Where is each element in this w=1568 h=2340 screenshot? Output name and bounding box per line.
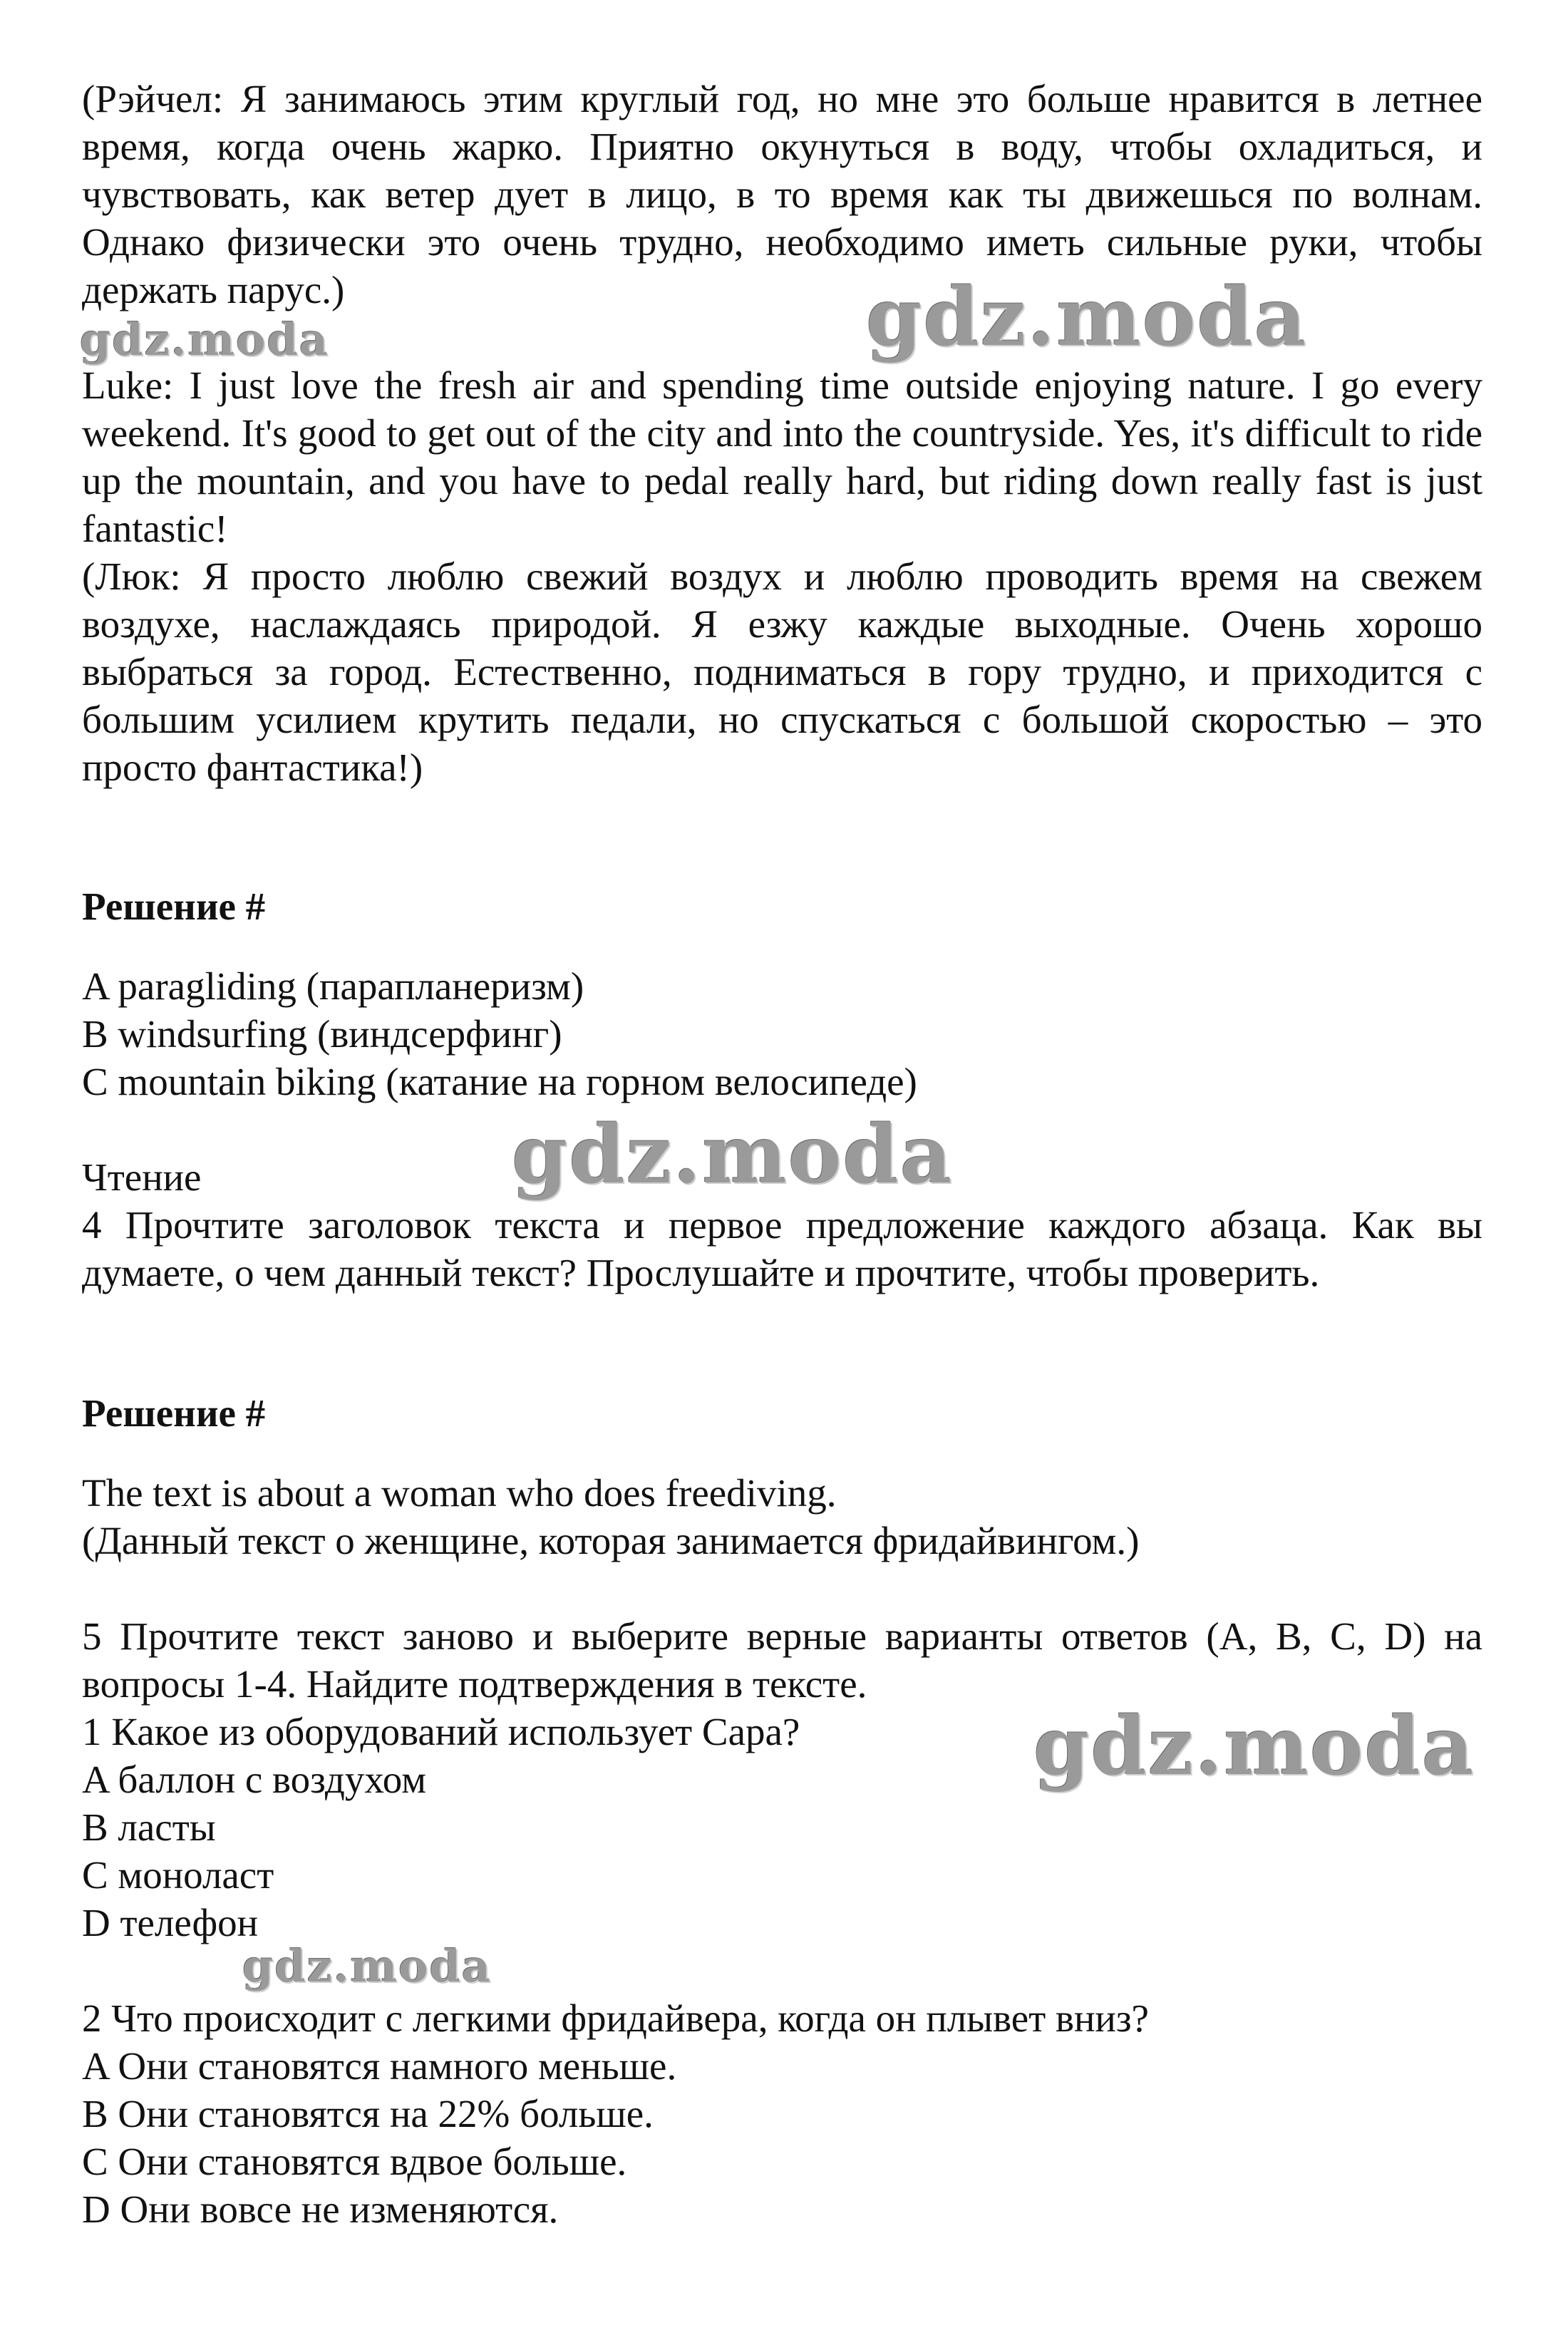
option-line: C Они становятся вдвое больше. (82, 2140, 627, 2183)
answer-line: A paragliding (парапланеризм) (82, 964, 584, 1008)
luke-english: Luke: I just love the fresh air and spending time outside enjoying nature. I go every weekend. It's good to get out of the city and into the countryside. Yes, it's difficult to ride up the mountain, and you have to pedal really hard, but riding down really fast is just fantastic! (82, 364, 1482, 550)
rachel-translation: (Рэйчел: Я занимаюсь этим круглый год, но мне это больше нравится в летнее время, когда очень жарко. Приятно окунуться в воду, чтобы охладиться, и чувствовать, как ветер дует в лицо, в то время как ты движешься по волнам. Однако физически это очень трудно, необходимо иметь сильные руки, чтобы держать парус.) (82, 77, 1482, 311)
luke-translation: (Люк: Я просто люблю свежий воздух и люблю проводить время на свежем воздухе, наслаждаясь природой. Я езжу каждые выходные. Очень хорошо выбраться за город. Естественно, подниматься в гору трудно, и приходится с большим усилием крутить педали, но спускаться с большой скоростью – это просто фантастика!) (82, 555, 1482, 789)
answer-line: C mountain biking (катание на горном велосипеде) (82, 1060, 917, 1103)
solution-heading: Решение # (82, 885, 266, 928)
watermark: gdz.moda (866, 271, 1308, 364)
answer-russian: (Данный текст о женщине, которая занимается фридайвингом.) (82, 1519, 1140, 1562)
option-line: A Они становятся намного меньше. (82, 2044, 677, 2088)
option-line: B ласты (82, 1805, 216, 1849)
option-line: C моноласт (82, 1853, 274, 1897)
document-page (82, 75, 1482, 2233)
section-label-reading: Чтение (82, 1155, 202, 1199)
question-2: 2 Что происходит с легкими фридайвера, когда он плывет вниз? (82, 1996, 1149, 2040)
watermark: gdz.moda (1033, 1700, 1475, 1793)
solution-heading: Решение # (82, 1391, 266, 1435)
option-line: D телефон (82, 1901, 259, 1944)
task-5-intro: 5 Прочтите текст заново и выберите верные варианты ответов (A, B, C, D) на вопросы 1-4. Найдите подтверждения в тексте. (82, 1614, 1482, 1706)
option-line: B Они становятся на 22% больше. (82, 2092, 654, 2135)
watermark: gdz.moda (80, 314, 329, 366)
task-4-text: 4 Прочтите заголовок текста и первое предложение каждого абзаца. Как вы думаете, о чем данный текст? Прослушайте и прочтите, чтобы проверить. (82, 1203, 1482, 1294)
option-line: A баллон с воздухом (82, 1758, 427, 1801)
question-1: 1 Какое из оборудований использует Сара? (82, 1710, 800, 1753)
answer-english: The text is about a woman who does freediving. (82, 1471, 837, 1515)
watermark: gdz.moda (242, 1940, 492, 1992)
watermark: gdz.moda (512, 1108, 954, 1202)
option-line: D Они вовсе не изменяются. (82, 2187, 559, 2231)
answer-line: B windsurfing (виндсерфинг) (82, 1012, 562, 1056)
